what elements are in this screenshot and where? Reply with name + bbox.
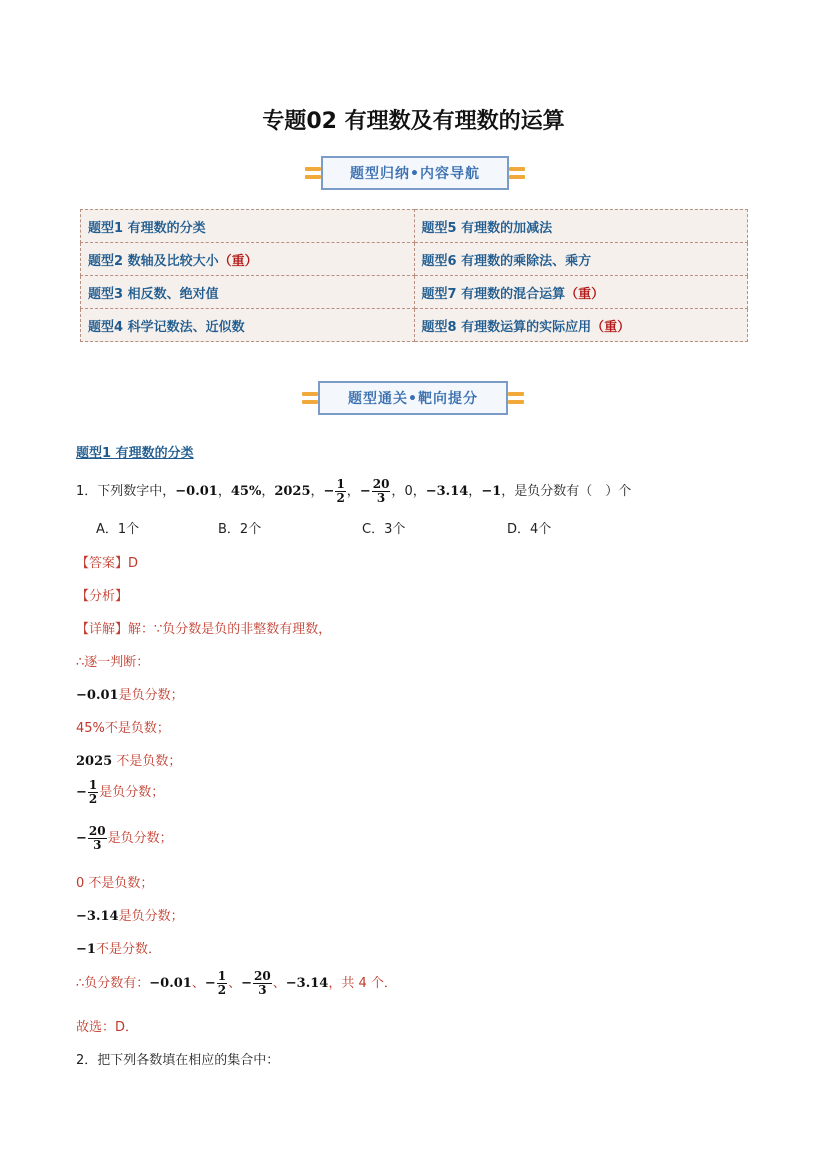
left-bar-icon xyxy=(305,163,321,183)
nav-item-4[interactable]: 题型4 科学记数法、近似数 xyxy=(81,309,415,342)
section-heading[interactable]: 题型1 有理数的分类 xyxy=(76,446,194,461)
right-bar-icon xyxy=(508,388,524,408)
left-bar-icon xyxy=(302,388,318,408)
answer-options xyxy=(96,518,629,537)
fraction: $\frac{1}{2}$ xyxy=(88,778,98,806)
page-title: 专题02 有理数及有理数的运算 xyxy=(262,109,565,134)
nav-item-7[interactable]: 题型7 有理数的混合运算（重） xyxy=(414,276,748,309)
important-tag: （重） xyxy=(591,319,631,335)
answer-line: 【答案】D xyxy=(76,556,139,571)
table-row xyxy=(81,243,748,276)
question-2: 2．把下列各数填在相应的集合中： xyxy=(76,1053,280,1068)
nav-item-6[interactable]: 题型6 有理数的乘除法、乘方 xyxy=(414,243,748,276)
step-7: −3.14是负分数； xyxy=(76,909,184,924)
step-5: − $\frac{20}{3}$ 是负分数； xyxy=(76,824,173,852)
table-row xyxy=(81,210,748,243)
analysis-line: 【分析】 xyxy=(76,589,129,604)
banner-navigation-label: 题型归纳•内容导航 xyxy=(321,156,509,190)
table-row xyxy=(81,276,748,309)
banner-practice-label: 题型通关•靶向提分 xyxy=(318,381,508,415)
important-tag: （重） xyxy=(565,286,605,302)
step-4: − $\frac{1}{2}$ 是负分数； xyxy=(76,778,165,806)
nav-item-2[interactable]: 题型2 数轴及比较大小（重） xyxy=(81,243,415,276)
step-1: −0.01是负分数； xyxy=(76,688,184,703)
nav-item-3[interactable]: 题型3 相反数、绝对值 xyxy=(81,276,415,309)
fraction: $\frac{20}{3}$ xyxy=(372,477,390,505)
step-6: 0 不是负数； xyxy=(76,876,154,891)
conclusion-line: ∴负分数有：−0.01、− $\frac{1}{2}$ 、− $\frac{20}{3}$ 、−3.14，共 4 个． xyxy=(76,969,397,997)
fraction: $\frac{20}{3}$ xyxy=(88,824,106,852)
step-8: −1不是分数． xyxy=(76,942,161,957)
step-3: 2025 不是负数； xyxy=(76,754,182,769)
important-tag: （重） xyxy=(218,253,258,269)
fraction: $\frac{20}{3}$ xyxy=(254,969,271,997)
step-2: 45%不是负数； xyxy=(76,721,170,736)
topic-nav-table xyxy=(80,209,748,342)
option-d[interactable]: D．4个 xyxy=(507,522,552,537)
banner-practice xyxy=(302,381,524,415)
option-b[interactable]: B．2个 xyxy=(218,522,262,537)
fraction: $\frac{1}{2}$ xyxy=(217,969,227,997)
step-intro: ∴逐一判断： xyxy=(76,655,150,670)
question-1: 1．下列数字中，−0.01，45%，2025，− $\frac{1}{2}$ ，− $\frac{20}{3}$ ，0，−3.14，−1，是负分数有（ ）个 xyxy=(76,477,632,505)
banner-navigation xyxy=(305,156,525,190)
nav-item-1[interactable]: 题型1 有理数的分类 xyxy=(81,210,415,243)
option-a[interactable]: A．1个 xyxy=(96,522,140,537)
choice-line: 故选：D． xyxy=(76,1020,139,1035)
nav-item-8[interactable]: 题型8 有理数运算的实际应用（重） xyxy=(414,309,748,342)
nav-item-5[interactable]: 题型5 有理数的加减法 xyxy=(414,210,748,243)
right-bar-icon xyxy=(509,163,525,183)
detail-line: 【详解】解：∵负分数是负的非整数有理数， xyxy=(76,622,332,637)
fraction: $\frac{1}{2}$ xyxy=(336,477,345,505)
option-c[interactable]: C．3个 xyxy=(362,522,406,537)
table-row xyxy=(81,309,748,342)
